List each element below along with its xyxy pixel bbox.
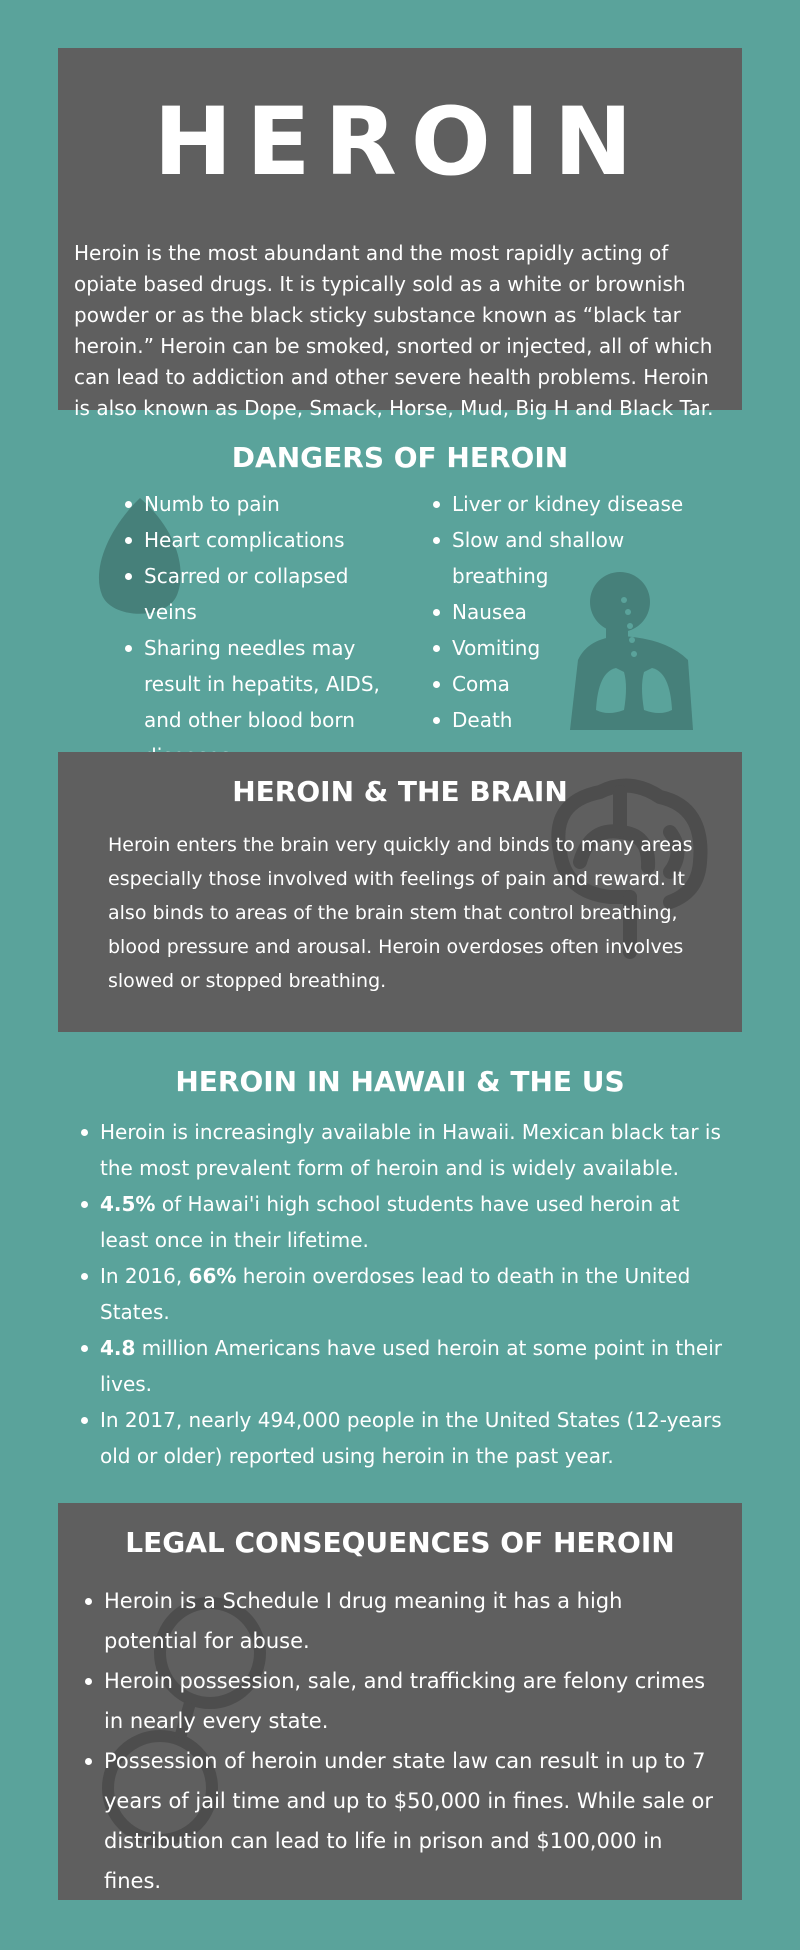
- list-item: Vomiting: [430, 630, 710, 666]
- list-item: 4.5% of Hawai'i high school students have used heroin at least once in their lifetime.: [78, 1186, 730, 1258]
- hawaii-heading: HEROIN IN HAWAII & THE US: [175, 1065, 625, 1098]
- legal-heading: LEGAL CONSEQUENCES OF HEROIN: [125, 1526, 675, 1559]
- dangers-list-right: [430, 486, 710, 738]
- list-item: Death: [430, 702, 710, 738]
- dangers-list-left: [122, 486, 404, 774]
- legal-list: [82, 1581, 716, 1900]
- intro-text: Heroin is the most abundant and the most rapidly acting of opiate based drugs. It is typically sold as a white or brownish powder or as the black sticky substance known as “black tar heroin.” Heroin can be smoked, snorted or injected, all of which can lead to addiction and other severe health problems. Heroin is also known as Dope, Smack, Horse, Mud, Big H and Black Tar.: [74, 241, 714, 420]
- dangers-section: [58, 430, 742, 740]
- list-item: Numb to pain: [122, 486, 404, 522]
- list-item: Sharing needles may result in hepatits, AIDS, and other blood born: [122, 630, 404, 774]
- list-item: Coma: [430, 666, 710, 702]
- legal-panel: [58, 1503, 742, 1900]
- list-item: Heroin is increasingly available in Hawaii. Mexican black tar is the most prevalent form of heroin and is widely available.: [78, 1114, 730, 1186]
- list-item: Heroin possession, sale, and trafficking are felony crimes in nearly every state.: [82, 1661, 716, 1741]
- list-item: Slow and shallow breathing: [430, 522, 642, 594]
- list-item: Heart complications: [122, 522, 404, 558]
- brain-text: Heroin enters the brain very quickly and binds to many areas especially those involved with feelings of pain and reward. It also binds to areas of the brain stem that control breathing, blood pressure and arousal. Heroin overdoses often involves slowed or stopped breathing.: [108, 834, 693, 992]
- list-item: In 2016, 66% heroin overdoses lead to death in the United States.: [78, 1258, 730, 1330]
- list-item: Liver or kidney disease: [430, 486, 710, 522]
- brain-panel: [58, 752, 742, 1032]
- dangers-heading: DANGERS OF HEROIN: [231, 441, 569, 474]
- list-item: In 2017, nearly 494,000 people in the United States (12-years old or older) reported using heroin in the past year.: [78, 1402, 730, 1474]
- hawaii-section: [58, 1040, 742, 1500]
- list-item: Scarred or collapsed veins: [122, 558, 404, 630]
- list-item: Possession of heroin under state law can result in up to 7 years of jail time and up to $50,000 in fines. While sale or distribution can lead to life in prison and $100,000 in fines.: [82, 1741, 716, 1900]
- hawaii-list: [78, 1114, 730, 1474]
- brain-heading: HEROIN & THE BRAIN: [232, 775, 568, 808]
- page-title: HEROIN: [153, 88, 647, 197]
- list-item: 4.8 million Americans have used heroin at some point in their lives.: [78, 1330, 730, 1402]
- list-item: Heroin is a Schedule I drug meaning it has a high potential for abuse.: [82, 1581, 716, 1661]
- intro-panel: [58, 48, 742, 420]
- list-item: Nausea: [430, 594, 710, 630]
